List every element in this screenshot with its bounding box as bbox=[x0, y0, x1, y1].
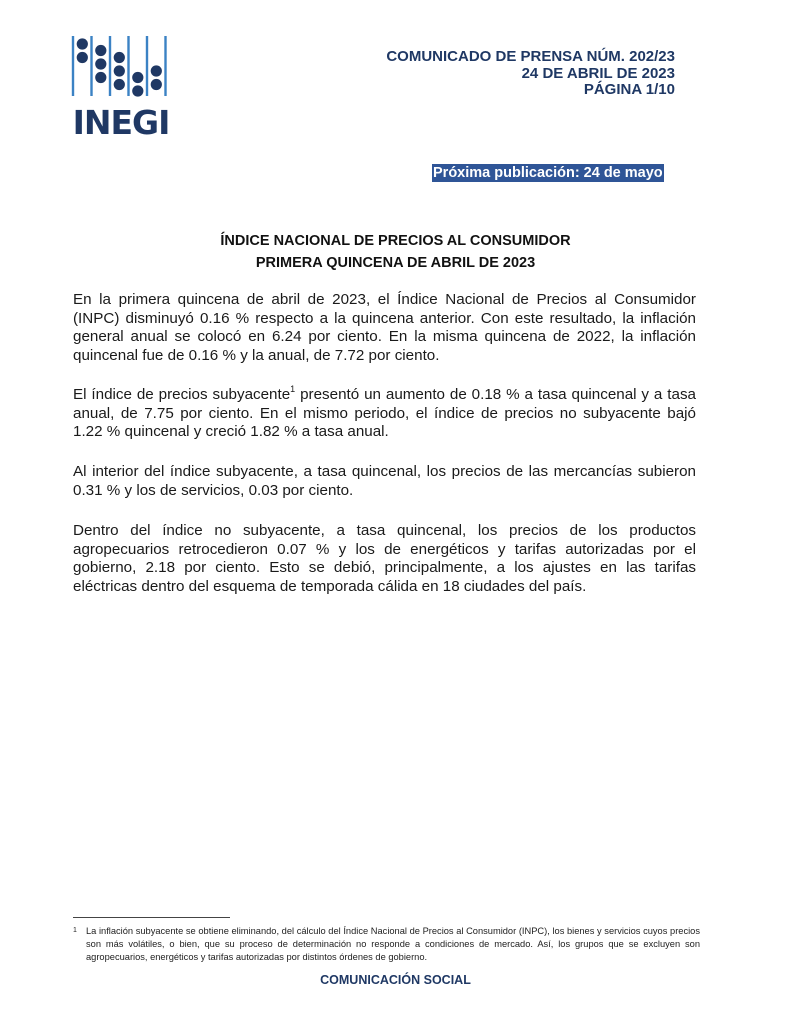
logo-text: INEGI bbox=[72, 103, 170, 138]
footer-label: COMUNICACIÓN SOCIAL bbox=[320, 973, 471, 987]
paragraph-2 bbox=[73, 386, 696, 442]
paragraph-4-text: Dentro del índice no subyacente, a tasa quincenal, los precios de los productos agropecuarios retrocedieron 0.07 % y los de energéticos y tarifas autorizadas por el gobierno, 2.18 por ciento. Esto se debió, principalmente, a los ajustes en las tarifas eléctricas dentro del esquema de temporada cálida en 18 ciudades del país. bbox=[73, 522, 696, 595]
footnote-divider bbox=[73, 917, 230, 918]
release-header bbox=[386, 49, 675, 99]
paragraph-4 bbox=[73, 522, 696, 596]
footnote-reference[interactable]: 1 bbox=[290, 384, 296, 394]
footnote bbox=[73, 925, 700, 964]
document-title bbox=[0, 230, 791, 274]
title-line-1: ÍNDICE NACIONAL DE PRECIOS AL CONSUMIDOR bbox=[220, 233, 571, 249]
inegi-logo bbox=[70, 34, 172, 138]
footnote-mark: 1 bbox=[73, 927, 77, 934]
release-number: COMUNICADO DE PRENSA NÚM. 202/23 bbox=[386, 48, 675, 65]
paragraph-2-rest: presentó un aumento de 0.18 % a tasa quincenal y a tasa anual, de 7.75 por ciento. En el mismo periodo, el índice de precios no subyacente bajó 1.22 % quincenal y creció 1.82 % a tasa anual. bbox=[73, 386, 696, 441]
footnote-text: La inflación subyacente se obtiene eliminando, del cálculo del Índice Nacional de Precios al Consumidor (INPC), los bienes y servicios cuyos precios son más volátiles, o bien, que su proceso de determinación no responde a condiciones de mercado. Así, los grupos que se excluyen son agropecuarios, energéticos y tarifas autorizadas por distintos órdenes de gobierno. bbox=[86, 926, 700, 962]
paragraph-1 bbox=[73, 291, 696, 365]
paragraph-1-text: En la primera quincena de abril de 2023, el Índice Nacional de Precios al Consumidor (INPC) disminuyó 0.16 % respecto a la quincena anterior. Con este resultado, la inflación general anual se colocó en 6.24 por ciento. En la misma quincena de 2022, la inflación quincenal fue de 0.16 % y la anual, de 7.72 por ciento. bbox=[73, 291, 696, 364]
next-publication-badge: Próxima publicación: 24 de mayo bbox=[433, 165, 663, 181]
paragraph-2-lead: El índice de precios subyacente bbox=[73, 386, 291, 403]
release-date: 24 DE ABRIL DE 2023 bbox=[521, 64, 675, 82]
title-line-2: PRIMERA QUINCENA DE ABRIL DE 2023 bbox=[255, 255, 536, 271]
paragraph-3-text: Al interior del índice subyacente, a tasa quincenal, los precios de las mercancías subieron 0.31 % y los de servicios, 0.03 por ciento. bbox=[73, 463, 696, 499]
paragraph-3 bbox=[73, 463, 696, 500]
page-number: PÁGINA 1/10 bbox=[583, 81, 675, 98]
paragraph-2-text bbox=[73, 386, 696, 442]
inegi-logo-icon bbox=[70, 34, 172, 138]
